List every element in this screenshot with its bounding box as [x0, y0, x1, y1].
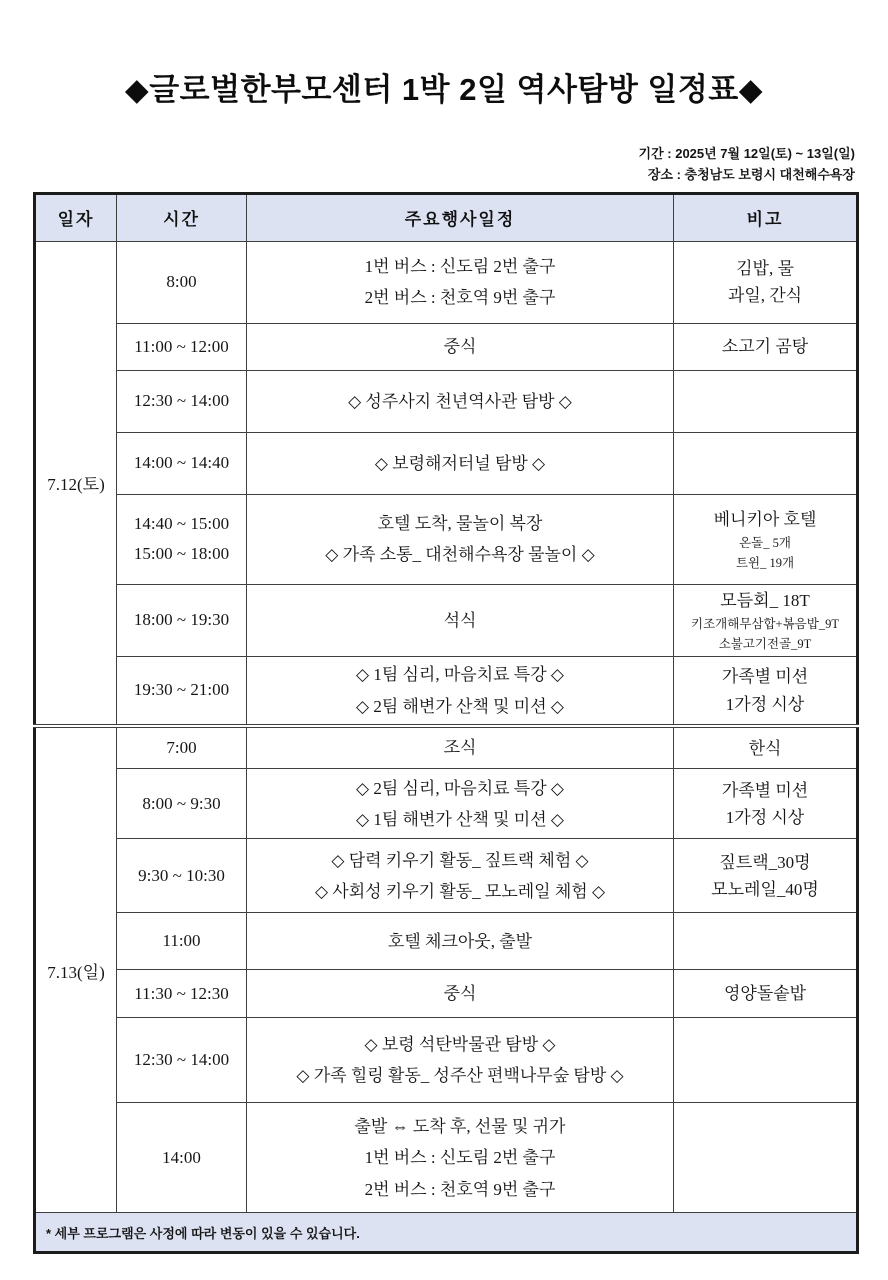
schedule-cell [247, 839, 674, 913]
note-cell [674, 241, 858, 323]
note-line: 모듬회_ 18T [720, 590, 810, 610]
note-line: 김밥, 물 [736, 259, 794, 279]
note-cell [674, 584, 858, 656]
header-note: 비고 [674, 193, 858, 241]
time-cell [117, 839, 247, 913]
note-line: 과일, 간식 [727, 286, 803, 306]
schedule-line: 2번 버스 : 천호역 9번 출구 [364, 288, 556, 308]
time-line: 18:00 ~ 19:30 [133, 610, 230, 630]
schedule-line: ◇ 1팀 심리, 마음치료 특강 ◇ [356, 665, 564, 685]
note-line: 가족별 미션 [721, 667, 809, 687]
date-cell-day1: 7.12(토) [35, 241, 117, 726]
time-cell [117, 370, 247, 432]
schedule-line: ◇ 가족 소통_ 대천해수욕장 물놀이 ◇ [325, 545, 595, 565]
meta-place: 장소 : 충청남도 보령시 대천해수욕장 [647, 167, 855, 183]
time-line: 11:00 ~ 12:00 [134, 336, 229, 356]
time-cell [117, 1018, 247, 1103]
note-line: 소고기 곰탕 [721, 337, 809, 357]
note-cell [674, 432, 858, 494]
meta-info [0, 143, 855, 186]
schedule-line: ◇ 담력 키우기 활동_ 짚트랙 체험 ◇ [331, 850, 589, 870]
schedule-line: ◇ 성주사지 천년역사관 탐방 ◇ [348, 391, 572, 411]
note-line: 1가정 시상 [725, 807, 805, 827]
table-header-row [35, 193, 858, 241]
schedule-line: 2번 버스 : 천호역 9번 출구 [364, 1179, 556, 1199]
table-row [35, 1018, 858, 1103]
meta-period: 기간 : 2025년 7월 12일(토) ~ 13일(일) [638, 146, 855, 161]
schedule-cell [247, 913, 674, 970]
header-schedule: 주요행사일정 [247, 193, 674, 241]
schedule-line: ◇ 2팀 해변가 산책 및 미션 ◇ [356, 696, 564, 716]
page-title: ◆글로벌한부모센터 1박 2일 역사탐방 일정표◆ [124, 72, 764, 107]
note-cell [674, 970, 858, 1018]
time-cell [117, 1103, 247, 1213]
table-row [35, 726, 858, 769]
table-row [35, 839, 858, 913]
schedule-line: 중식 [443, 984, 477, 1004]
schedule-cell [247, 432, 674, 494]
note-line: 가족별 미션 [721, 780, 809, 800]
table-row [35, 432, 858, 494]
table-row [35, 494, 858, 584]
time-line: 15:00 ~ 18:00 [133, 544, 230, 564]
note-line: 영양돌솥밥 [723, 984, 807, 1004]
schedule-cell [247, 726, 674, 769]
time-cell [117, 432, 247, 494]
table-row [35, 769, 858, 839]
note-cell [674, 1103, 858, 1213]
schedule-line: ◇ 2팀 심리, 마음치료 특강 ◇ [356, 778, 564, 798]
note-cell [674, 913, 858, 970]
time-line: 14:00 ~ 14:40 [133, 453, 230, 473]
schedule-cell [247, 323, 674, 370]
schedule-cell [247, 584, 674, 656]
table-row [35, 1103, 858, 1213]
schedule-line: ◇ 사회성 키우기 활동_ 모노레일 체험 ◇ [314, 881, 606, 901]
schedule-cell [247, 769, 674, 839]
time-line: 19:30 ~ 21:00 [133, 680, 230, 700]
note-line: 온돌_ 5개 [739, 535, 791, 550]
note-line: 트윈_ 19개 [735, 555, 795, 570]
schedule-line: ◇ 보령해저터널 탐방 ◇ [374, 453, 546, 473]
note-line: 1가정 시상 [725, 694, 805, 714]
schedule-cell [247, 241, 674, 323]
note-line: 짚트랙_30명 [719, 852, 811, 872]
table-row [35, 970, 858, 1018]
time-line: 14:00 [162, 1147, 201, 1167]
table-row [35, 370, 858, 432]
note-line: 모노레일_40명 [711, 879, 819, 899]
table-row [35, 323, 858, 370]
note-line: 소불고기전골_9T [718, 637, 812, 652]
schedule-line: 호텔 도착, 물놀이 복장 [377, 513, 543, 533]
time-line: 9:30 ~ 10:30 [138, 865, 225, 885]
time-line: 14:40 ~ 15:00 [133, 513, 230, 533]
note-cell [674, 839, 858, 913]
time-line: 11:00 [162, 931, 201, 951]
schedule-cell [247, 970, 674, 1018]
header-time: 시간 [117, 193, 247, 241]
header-date: 일자 [35, 193, 117, 241]
note-line: 베니키아 호텔 [713, 509, 817, 529]
note-cell [674, 370, 858, 432]
time-cell [117, 584, 247, 656]
schedule-line: 석식 [443, 610, 477, 630]
table-row [35, 657, 858, 726]
note-cell [674, 726, 858, 769]
note-line: 한식 [748, 738, 782, 758]
note-cell [674, 494, 858, 584]
schedule-line: 조식 [443, 738, 477, 758]
time-cell [117, 913, 247, 970]
footnote-row [35, 1213, 858, 1253]
time-line: 12:30 ~ 14:00 [133, 391, 230, 411]
schedule-line: ◇ 보령 석탄박물관 탐방 ◇ [364, 1035, 556, 1054]
time-line: 7:00 [166, 737, 197, 757]
note-cell [674, 769, 858, 839]
date-cell-day2: 7.13(일) [35, 726, 117, 1213]
time-cell [117, 241, 247, 323]
schedule-line: 호텔 체크아웃, 출발 [387, 931, 533, 951]
note-cell [674, 323, 858, 370]
footnote-text: * 세부 프로그램은 사정에 따라 변동이 있을 수 있습니다. [35, 1213, 858, 1253]
time-line: 8:00 ~ 9:30 [142, 793, 221, 813]
schedule-cell [247, 1103, 674, 1213]
note-line: 키조개해무삼합+볶음밥_9T [691, 617, 839, 632]
schedule-line: 1번 버스 : 신도림 2번 출구 [364, 256, 556, 276]
time-line: 11:30 ~ 12:30 [134, 983, 229, 1003]
schedule-cell [247, 370, 674, 432]
schedule-cell [247, 1018, 674, 1103]
time-cell [117, 323, 247, 370]
table-row [35, 913, 858, 970]
note-cell [674, 1018, 858, 1103]
time-cell [117, 970, 247, 1018]
time-cell [117, 726, 247, 769]
schedule-line: ◇ 가족 힐링 활동_ 성주산 편백나무숲 탐방 ◇ [296, 1066, 624, 1086]
schedule-cell [247, 494, 674, 584]
note-cell [674, 657, 858, 726]
schedule-line: 중식 [443, 337, 477, 357]
time-cell [117, 657, 247, 726]
schedule-line: ◇ 1팀 해변가 산책 및 미션 ◇ [356, 809, 564, 829]
time-line: 8:00 [166, 272, 197, 292]
time-cell [117, 494, 247, 584]
time-cell [117, 769, 247, 839]
schedule-line: 1번 버스 : 신도림 2번 출구 [364, 1148, 556, 1168]
table-row [35, 584, 858, 656]
schedule-cell [247, 657, 674, 726]
table-row [35, 241, 858, 323]
time-line: 12:30 ~ 14:00 [133, 1050, 230, 1070]
schedule-table [33, 192, 859, 1255]
schedule-line: 출발 ⇔ 도착 후, 선물 및 귀가 [354, 1116, 566, 1136]
